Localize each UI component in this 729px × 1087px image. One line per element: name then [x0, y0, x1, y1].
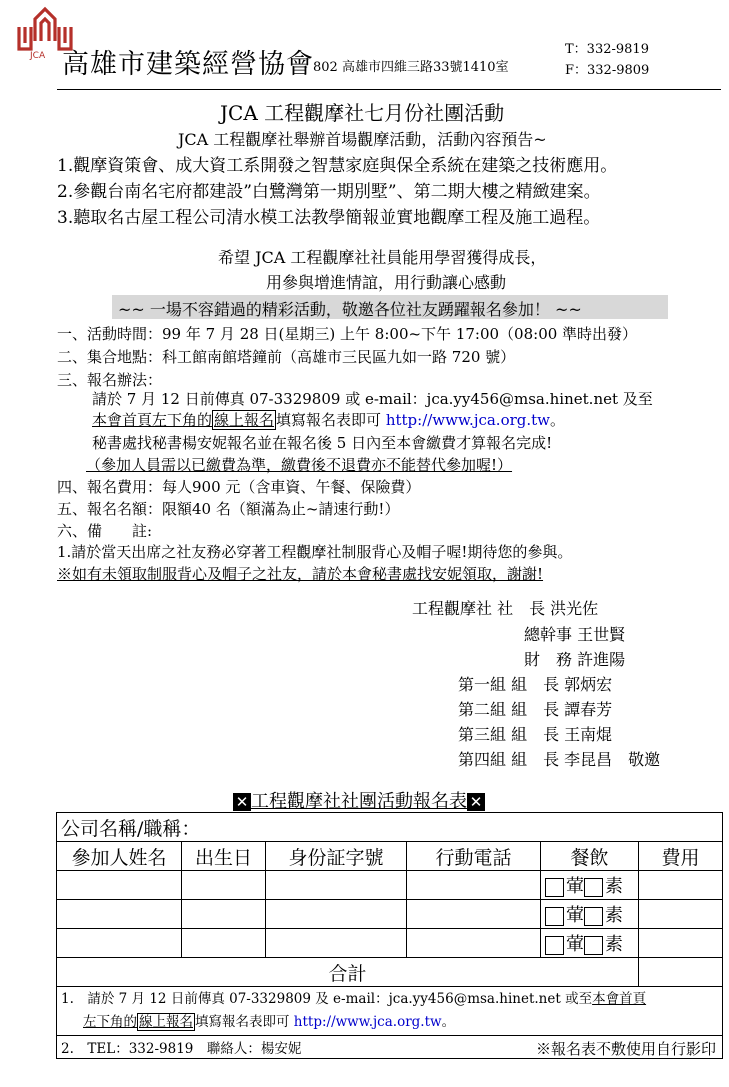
form-note-2: 2. TEL：332-9819 聯絡人：楊安妮 ※報名表不敷使用自行影印 — [57, 1036, 723, 1059]
hope-line-2: 用參與增進情誼，用行動讓心感動 — [266, 273, 507, 292]
activity-item-3: 3.聽取名古屋工程公司清水模工法教學簡報並實地觀摩工程及施工過程。 — [57, 208, 601, 228]
form-online-signup-link[interactable]: 線上報名 — [139, 1014, 193, 1030]
fee-cell[interactable] — [639, 871, 723, 900]
meal-cell: 葷 素 — [541, 900, 639, 929]
photocopy-note: ※報名表不敷使用自行影印 — [535, 1040, 716, 1058]
signer-group-1: 第一組 組 長 郭炳宏 — [458, 675, 613, 694]
birthdate-cell[interactable] — [182, 871, 266, 900]
form-header-row — [57, 842, 723, 871]
signer-president: 工程觀摩社 社 長 洪光佐 — [412, 599, 599, 618]
header-divider — [57, 89, 721, 90]
mobile-cell[interactable] — [407, 871, 541, 900]
signup-fee: 四、報名費用：每人900 元（含車資、午餐、保險費） — [57, 478, 421, 496]
col-meal: 餐飲 — [541, 842, 639, 871]
company-field[interactable]: 公司名稱/職稱： — [57, 813, 723, 842]
birthdate-cell[interactable] — [182, 900, 266, 929]
online-signup-link[interactable]: 線上報名 — [214, 411, 275, 429]
signup-method-line-1: 請於 7 月 12 日前傳真 07-3329809 或 e-mail：jca.yy456@msa.hinet.net 及至 — [92, 390, 653, 408]
remark-label: 六、備 註: — [57, 522, 153, 540]
col-fee: 費用 — [639, 842, 723, 871]
remark-line-2: ※如有未領取制服背心及帽子之社友，請於本會秘書處找安妮領取，謝謝! — [57, 565, 544, 583]
activity-item-2: 2.參觀台南名宅府都建設”白鷺灣第一期別墅”、第二期大樓之精緻建案。 — [57, 182, 601, 202]
id-cell[interactable] — [266, 929, 407, 958]
activity-item-1: 1.觀摩資策會、成大資工系開發之智慧家庭與保全系統在建築之技術應用。 — [57, 156, 618, 176]
activity-time: 一、活動時間：99 年 7 月 28 日(星期三) 上午 8:00~下午 17:00（08:00 準時出發） — [57, 325, 638, 343]
org-address: 802 高雄市四維三路33號1410室 — [313, 60, 509, 75]
form-website-link[interactable]: http://www.jca.org.tw — [293, 1014, 442, 1030]
signer-secretary-general: 總幹事 王世賢 — [524, 625, 626, 644]
signer-group-3: 第三組 組 長 王南焜 — [458, 725, 613, 744]
birthdate-cell[interactable] — [182, 929, 266, 958]
name-cell[interactable] — [57, 900, 182, 929]
col-mobile: 行動電話 — [407, 842, 541, 871]
remark-line-1: 1.請於當天出席之社友務必穿著工程觀摩社制服背心及帽子喔!期待您的參與。 — [57, 543, 573, 561]
meal-cell: 葷 素 — [541, 871, 639, 900]
signer-group-4: 第四組 組 長 李昆昌 敬邀 — [458, 750, 661, 769]
page-subtitle: JCA 工程觀摩社舉辦首場觀摩活動，活動內容預告~ — [178, 130, 547, 149]
col-birthdate: 出生日 — [182, 842, 266, 871]
veg-checkbox[interactable] — [584, 878, 603, 897]
website-link[interactable]: http://www.jca.org.tw — [385, 411, 551, 429]
table-row — [57, 900, 723, 929]
table-row — [57, 929, 723, 958]
name-cell[interactable] — [57, 871, 182, 900]
fee-cell[interactable] — [639, 900, 723, 929]
homepage-text: 本會首頁左下角的 — [92, 411, 213, 429]
meat-checkbox[interactable] — [545, 936, 564, 955]
ornament-right-icon: ✕ — [467, 793, 485, 811]
fill-form-text: 填寫報名表即可 — [276, 411, 382, 429]
page-title: JCA 工程觀摩社七月份社團活動 — [220, 101, 505, 125]
name-cell[interactable] — [57, 929, 182, 958]
meeting-place: 二、集合地點：科工館南館塔鐘前（高雄市三民區九如一路 720 號） — [57, 348, 516, 366]
table-row — [57, 871, 723, 900]
id-cell[interactable] — [266, 900, 407, 929]
org-fax: F：332-9809 — [565, 63, 650, 78]
signup-method-line-3: 秘書處找秘書楊安妮報名並在報名後 5 日內至本會繳費才算報名完成! — [92, 434, 553, 452]
org-name: 高雄市建築經營協會 — [62, 49, 314, 80]
fee-cell[interactable] — [639, 929, 723, 958]
form-title-text: 工程觀摩社社團活動報名表 — [251, 791, 467, 812]
meat-checkbox[interactable] — [545, 878, 564, 897]
col-id-number: 身份証字號 — [266, 842, 407, 871]
veg-checkbox[interactable] — [584, 936, 603, 955]
total-row — [57, 958, 723, 987]
ornament-left-icon: ✕ — [233, 793, 251, 811]
mobile-cell[interactable] — [407, 929, 541, 958]
signup-method-label: 三、報名辦法： — [57, 371, 163, 389]
id-cell[interactable] — [266, 871, 407, 900]
invite-banner: ~~ 一場不容錯過的精彩活動，敬邀各位社友踴躍報名參加！ ~~ — [118, 300, 582, 319]
form-title — [233, 787, 485, 813]
org-tel: T：332-9819 — [565, 42, 649, 57]
meat-checkbox[interactable] — [545, 907, 564, 926]
signup-method-line-4: （參加人員需以已繳費為準，繳費後不退費亦不能替代參加喔!） — [86, 456, 513, 474]
meal-cell: 葷 素 — [541, 929, 639, 958]
form-note-1: 1. 請於 7 月 12 日前傳真 07-3329809 及 e-mail：jca.yy456@msa.hinet.net 或至本會首頁 左下角的 線上報名 填寫報名表即可 http://www.jca.org.tw。 — [57, 987, 723, 1036]
signer-group-2: 第二組 組 長 譚春芳 — [458, 700, 613, 719]
total-label: 合計 — [57, 958, 639, 987]
total-cell[interactable] — [639, 958, 723, 987]
veg-checkbox[interactable] — [584, 907, 603, 926]
logo-abbr: JCA — [30, 51, 46, 61]
signup-quota: 五、報名名額：限額40 名（額滿為止~請速行動!） — [57, 500, 400, 518]
mobile-cell[interactable] — [407, 900, 541, 929]
signer-finance: 財 務 許進陽 — [524, 650, 626, 669]
hope-line-1: 希望 JCA 工程觀摩社社員能用學習獲得成長， — [218, 248, 547, 267]
registration-form — [56, 812, 723, 1059]
signup-method-line-2: 本會首頁左下角的 線上報名 填寫報名表即可 http://www.jca.org.tw。 — [92, 411, 566, 429]
col-name: 參加人姓名 — [57, 842, 182, 871]
